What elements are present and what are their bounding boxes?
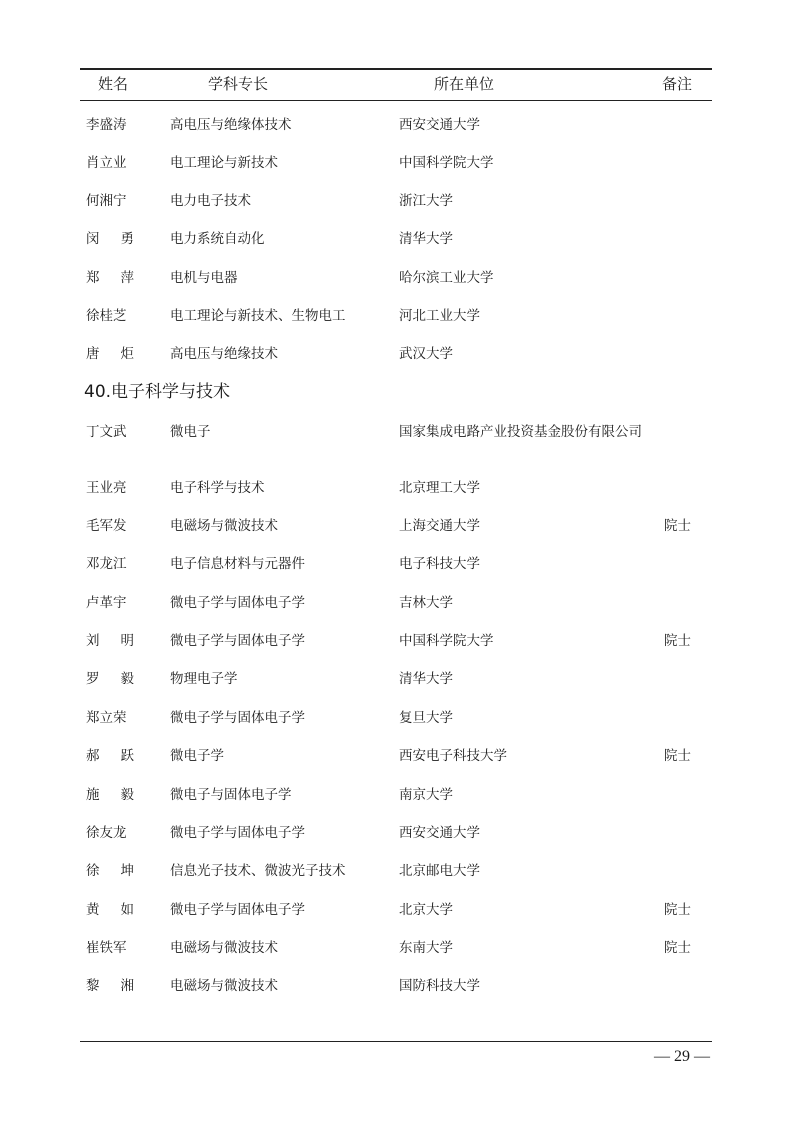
table-row xyxy=(0,863,793,883)
name-cell: 徐友龙 xyxy=(86,825,127,841)
name-cell: 王业亮 xyxy=(86,480,127,496)
specialty-cell: 电磁场与微波技术 xyxy=(170,940,278,956)
unit-cell: 北京理工大学 xyxy=(399,480,480,496)
specialty-cell: 电子信息材料与元器件 xyxy=(170,556,305,572)
specialty-cell: 高电压与绝缘技术 xyxy=(170,346,278,362)
table-row xyxy=(0,424,793,444)
name-cell: 唐炬 xyxy=(86,346,134,362)
name-cell: 郑立荣 xyxy=(86,710,127,726)
unit-cell: 西安交通大学 xyxy=(399,117,480,133)
specialty-cell: 电磁场与微波技术 xyxy=(170,518,278,534)
name-cell: 卢革宇 xyxy=(86,595,127,611)
unit-cell: 国家集成电路产业投资基金股份有限公司 xyxy=(399,424,642,440)
specialty-cell: 高电压与绝缘体技术 xyxy=(170,117,292,133)
footer-rule xyxy=(80,1041,712,1042)
specialty-cell: 电工理论与新技术、生物电工 xyxy=(170,308,346,324)
unit-cell: 电子科技大学 xyxy=(399,556,480,572)
name-cell: 施毅 xyxy=(86,787,134,803)
table-row xyxy=(0,595,793,615)
table-row xyxy=(0,787,793,807)
name-cell: 罗毅 xyxy=(86,671,134,687)
unit-cell: 清华大学 xyxy=(399,231,453,247)
column-header-specialty: 学科专长 xyxy=(207,75,268,93)
specialty-cell: 微电子与固体电子学 xyxy=(170,787,292,803)
unit-cell: 西安电子科技大学 xyxy=(399,748,507,764)
section-title: 40.电子科学与技术 xyxy=(84,382,231,402)
unit-cell: 河北工业大学 xyxy=(399,308,480,324)
table-row xyxy=(0,480,793,500)
name-cell: 毛军发 xyxy=(86,518,127,534)
note-cell: 院士 xyxy=(664,902,691,918)
name-cell: 黄如 xyxy=(86,902,134,918)
table-row xyxy=(0,270,793,290)
name-cell: 郝跃 xyxy=(86,748,134,764)
table-row xyxy=(0,193,793,213)
note-cell: 院士 xyxy=(664,940,691,956)
name-cell: 徐桂芝 xyxy=(86,308,127,324)
table-row xyxy=(0,940,793,960)
unit-cell: 哈尔滨工业大学 xyxy=(399,270,494,286)
table-row xyxy=(0,518,793,538)
table-row xyxy=(0,825,793,845)
name-cell: 李盛涛 xyxy=(86,117,127,133)
table-row xyxy=(0,346,793,366)
table-row xyxy=(0,633,793,653)
table-row xyxy=(0,671,793,691)
specialty-cell: 微电子学与固体电子学 xyxy=(170,595,305,611)
page-number: — 29 — xyxy=(654,1048,710,1065)
unit-cell: 武汉大学 xyxy=(399,346,453,362)
unit-cell: 吉林大学 xyxy=(399,595,453,611)
specialty-cell: 微电子 xyxy=(170,424,211,440)
table-row xyxy=(0,556,793,576)
specialty-cell: 信息光子技术、微波光子技术 xyxy=(170,863,346,879)
unit-cell: 浙江大学 xyxy=(399,193,453,209)
name-cell: 丁文武 xyxy=(86,424,127,440)
unit-cell: 北京邮电大学 xyxy=(399,863,480,879)
name-cell: 黎湘 xyxy=(86,978,134,994)
column-header-unit: 所在单位 xyxy=(433,75,494,93)
unit-cell: 东南大学 xyxy=(399,940,453,956)
table-row xyxy=(0,710,793,730)
specialty-cell: 电力电子技术 xyxy=(170,193,251,209)
table-header-rule xyxy=(80,100,712,101)
table-row xyxy=(0,902,793,922)
specialty-cell: 微电子学 xyxy=(170,748,224,764)
name-cell: 郑萍 xyxy=(86,270,134,286)
name-cell: 刘明 xyxy=(86,633,134,649)
table-row xyxy=(0,155,793,175)
unit-cell: 南京大学 xyxy=(399,787,453,803)
table-row xyxy=(0,748,793,768)
name-cell: 何湘宁 xyxy=(86,193,127,209)
name-cell: 崔铁军 xyxy=(86,940,127,956)
unit-cell: 上海交通大学 xyxy=(399,518,480,534)
unit-cell: 国防科技大学 xyxy=(399,978,480,994)
unit-cell: 复旦大学 xyxy=(399,710,453,726)
table-top-rule xyxy=(80,68,712,70)
specialty-cell: 电机与电器 xyxy=(170,270,238,286)
specialty-cell: 电力系统自动化 xyxy=(170,231,265,247)
name-cell: 徐坤 xyxy=(86,863,134,879)
unit-cell: 西安交通大学 xyxy=(399,825,480,841)
table-row xyxy=(0,231,793,251)
specialty-cell: 微电子学与固体电子学 xyxy=(170,710,305,726)
specialty-cell: 电工理论与新技术 xyxy=(170,155,278,171)
unit-cell: 中国科学院大学 xyxy=(399,155,494,171)
specialty-cell: 物理电子学 xyxy=(170,671,238,687)
specialty-cell: 电子科学与技术 xyxy=(170,480,265,496)
name-cell: 肖立业 xyxy=(86,155,127,171)
table-row xyxy=(0,308,793,328)
specialty-cell: 微电子学与固体电子学 xyxy=(170,902,305,918)
table-row xyxy=(0,117,793,137)
column-header-note: 备注 xyxy=(661,75,692,93)
specialty-cell: 电磁场与微波技术 xyxy=(170,978,278,994)
specialty-cell: 微电子学与固体电子学 xyxy=(170,633,305,649)
unit-cell: 中国科学院大学 xyxy=(399,633,494,649)
note-cell: 院士 xyxy=(664,518,691,534)
column-header-name: 姓名 xyxy=(97,75,128,93)
note-cell: 院士 xyxy=(664,633,691,649)
table-row xyxy=(0,978,793,998)
note-cell: 院士 xyxy=(664,748,691,764)
name-cell: 邓龙江 xyxy=(86,556,127,572)
specialty-cell: 微电子学与固体电子学 xyxy=(170,825,305,841)
unit-cell: 北京大学 xyxy=(399,902,453,918)
name-cell: 闵勇 xyxy=(86,231,134,247)
unit-cell: 清华大学 xyxy=(399,671,453,687)
